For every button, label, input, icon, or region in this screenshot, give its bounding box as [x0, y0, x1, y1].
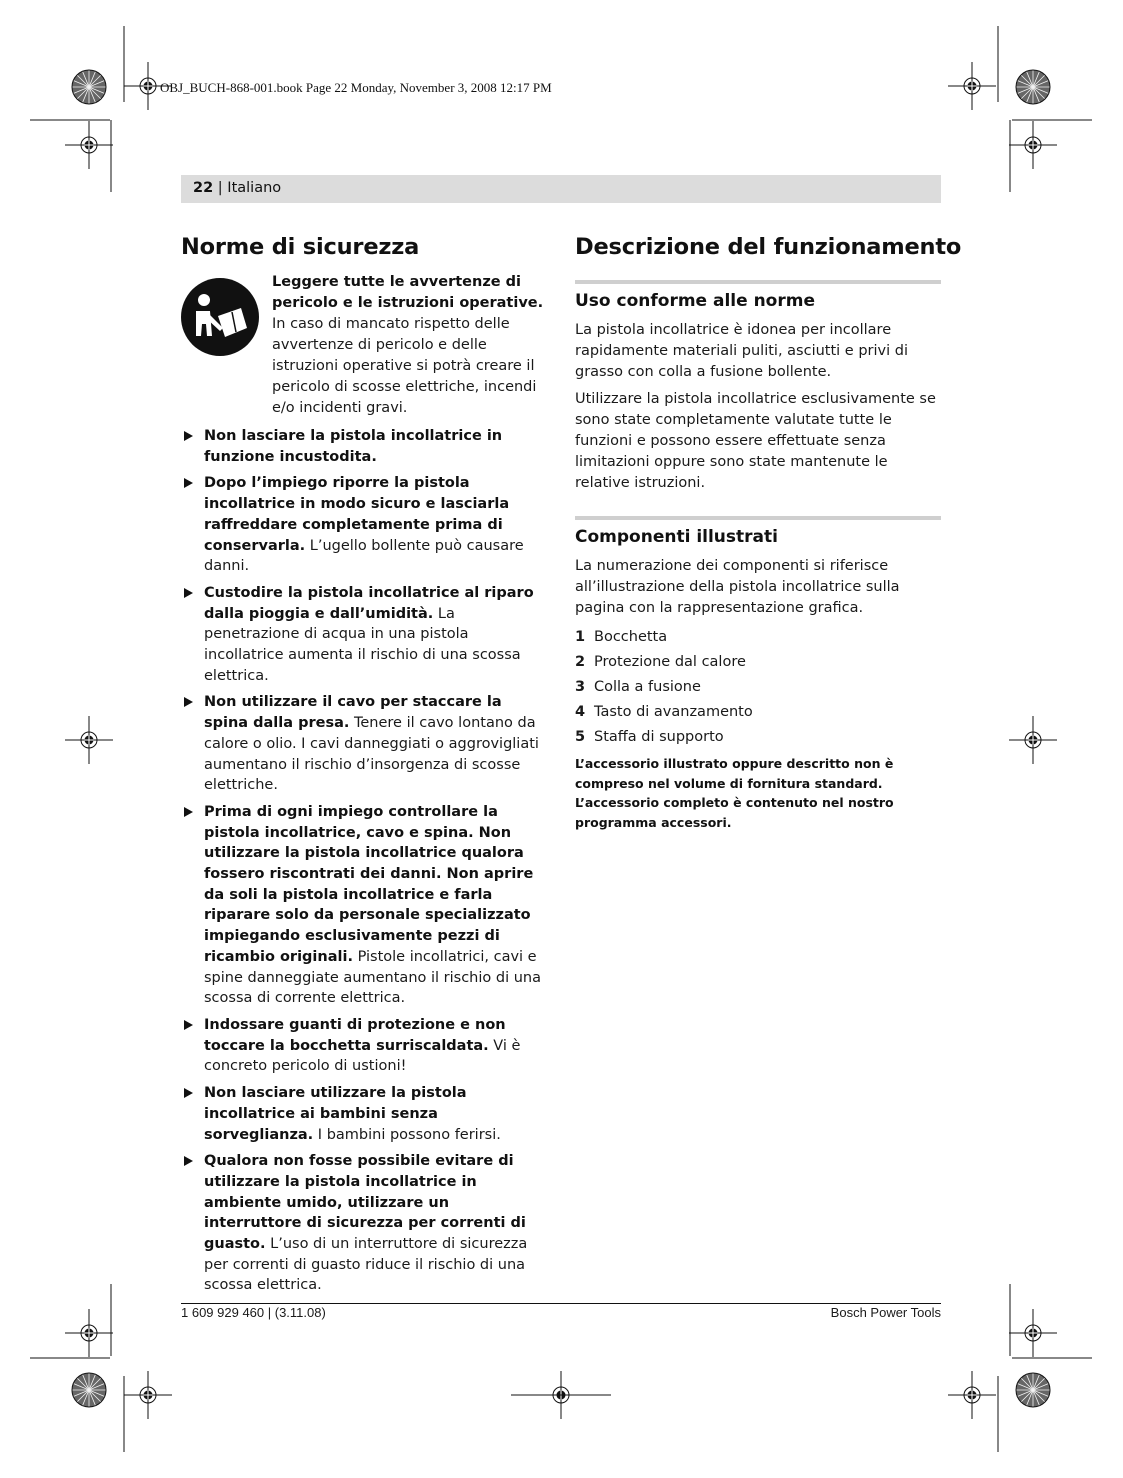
warning-item: Prima di ogni impiego controllare la pistola incollatrice, cavo e spina. Non utilizzare la pistola incollatrice qualora fossero riscontrati dei danni. Non aprire da soli la pistola incollatrice e farla riparare solo da personale specializzato impiegando esclusivamente pezzi di ricambio originali. Pistole incollatrici, cavi e spine danneggiate aumentano il rischio di una scossa di corrente elettrica. — [181, 802, 547, 1009]
heading-components: Componenti illustrati — [575, 527, 778, 547]
section-title-function: Descrizione del funzionamento — [575, 234, 962, 260]
intended-use-paragraph-1: La pistola incollatrice è idonea per incollare rapidamente materiali puliti, asciutti e privi di grasso con colla a fusione bollente. — [575, 322, 908, 380]
heading-intended-use: Uso conforme alle norme — [575, 291, 815, 311]
crosshair-left-lower — [65, 1309, 113, 1357]
crosshair-right-lower — [1009, 1309, 1057, 1357]
section-divider — [575, 516, 941, 520]
list-item: 2 Protezione dal calore — [575, 654, 746, 670]
warning-item: Custodire la pistola incollatrice al riparo dalla pioggia e dall’umidità. La penetrazione di acqua in una pistola incollatrice aumenta il rischio di una scossa elettrica. — [181, 583, 547, 687]
triangle-bullet-icon — [184, 1020, 193, 1030]
print-slug: OBJ_BUCH-868-001.book Page 22 Monday, November 3, 2008 12:17 PM — [160, 80, 552, 95]
safety-intro-text: In caso di mancato rispetto delle avvertenze di pericolo e delle istruzioni operative si potrà creare il pericolo di scosse elettriche, incendi e/o incidenti gravi. — [272, 316, 537, 416]
triangle-bullet-icon — [184, 1088, 193, 1098]
header-language: Italiano — [227, 180, 282, 196]
components-list — [575, 625, 941, 750]
registration-star-top-left — [72, 70, 106, 104]
warning-item: Indossare guanti di protezione e non toccare la bocchetta surriscaldata. Vi è concreto pericolo di ustioni! — [181, 1015, 547, 1077]
triangle-bullet-icon — [184, 431, 193, 441]
crosshair-right-middle — [1009, 716, 1057, 764]
safety-intro — [181, 272, 547, 419]
list-item: 3 Colla a fusione — [575, 679, 701, 695]
warning-item: Dopo l’impiego riporre la pistola incollatrice in modo sicuro e lasciarla raffreddare completamente prima di conservarla. L’ugello bollente può causare danni. — [181, 473, 547, 577]
safety-intro-bold: Leggere tutte le avvertenze di pericolo e le istruzioni operative. — [272, 274, 544, 311]
warning-item: Qualora non fosse possibile evitare di utilizzare la pistola incollatrice in ambiente umido, utilizzare un interruttore di sicurezza per correnti di guasto. L’uso di un interruttore di sicurezza per correnti di guasto riduce il rischio di una scossa elettrica. — [181, 1151, 547, 1296]
list-item: 5 Staffa di supporto — [575, 729, 724, 745]
section-intended-use — [575, 280, 941, 494]
registration-star-bottom-left — [72, 1373, 106, 1407]
page-header — [181, 175, 941, 203]
read-manual-icon — [181, 278, 259, 356]
triangle-bullet-icon — [184, 588, 193, 598]
safety-warning-list — [181, 426, 547, 1296]
list-item: 4 Tasto di avanzamento — [575, 704, 753, 720]
warning-item: Non utilizzare il cavo per staccare la spina dalla presa. Tenere il cavo lontano da calore o olio. I cavi danneggiati o aggrovigliati aumentano il rischio d’insorgenza di scosse elettriche. — [181, 692, 547, 796]
warning-item: Non lasciare la pistola incollatrice in funzione incustodita. — [181, 426, 547, 467]
triangle-bullet-icon — [184, 697, 193, 707]
crosshair-left-middle — [65, 716, 113, 764]
warning-item: Non lasciare utilizzare la pistola incollatrice ai bambini senza sorveglianza. I bambini possono ferirsi. — [181, 1083, 547, 1145]
registration-star-top-right — [1016, 70, 1050, 104]
page-number: 22 — [193, 180, 214, 196]
crosshair-bottom-left — [124, 1371, 172, 1419]
triangle-bullet-icon — [184, 478, 193, 488]
list-item: 1 Bocchetta — [575, 629, 668, 645]
accessory-note: L’accessorio illustrato oppure descritto non è compreso nel volume di fornitura standard. L’accessorio completo è contenuto nel nostro programma accessori. — [575, 756, 894, 830]
footer-doc-number: 1 609 929 460 | (3.11.08) — [181, 1305, 326, 1320]
left-column — [181, 232, 547, 1302]
crosshair-bottom-right — [948, 1371, 996, 1419]
section-title-safety: Norme di sicurezza — [181, 234, 420, 260]
footer-divider — [181, 1303, 941, 1304]
registration-star-bottom-right — [1016, 1373, 1050, 1407]
section-divider — [575, 280, 941, 284]
right-column — [575, 232, 962, 832]
crosshair-right-upper — [1009, 121, 1057, 169]
components-paragraph: La numerazione dei componenti si riferisce all’illustrazione della pistola incollatrice sulla pagina con la rappresentazione grafica. — [575, 558, 900, 616]
section-components — [575, 516, 941, 832]
crosshair-left-upper — [65, 121, 113, 169]
header-separator: | — [213, 180, 228, 196]
triangle-bullet-icon — [184, 1156, 193, 1166]
footer-brand: Bosch Power Tools — [830, 1305, 941, 1320]
triangle-bullet-icon — [184, 807, 193, 817]
intended-use-paragraph-2: Utilizzare la pistola incollatrice esclusivamente se sono state completamente valutate tutte le funzioni e possono essere effettuate senza limitazioni oppure sono state mantenute le relative istruzioni. — [575, 391, 936, 491]
crosshair-top-right — [948, 62, 996, 110]
